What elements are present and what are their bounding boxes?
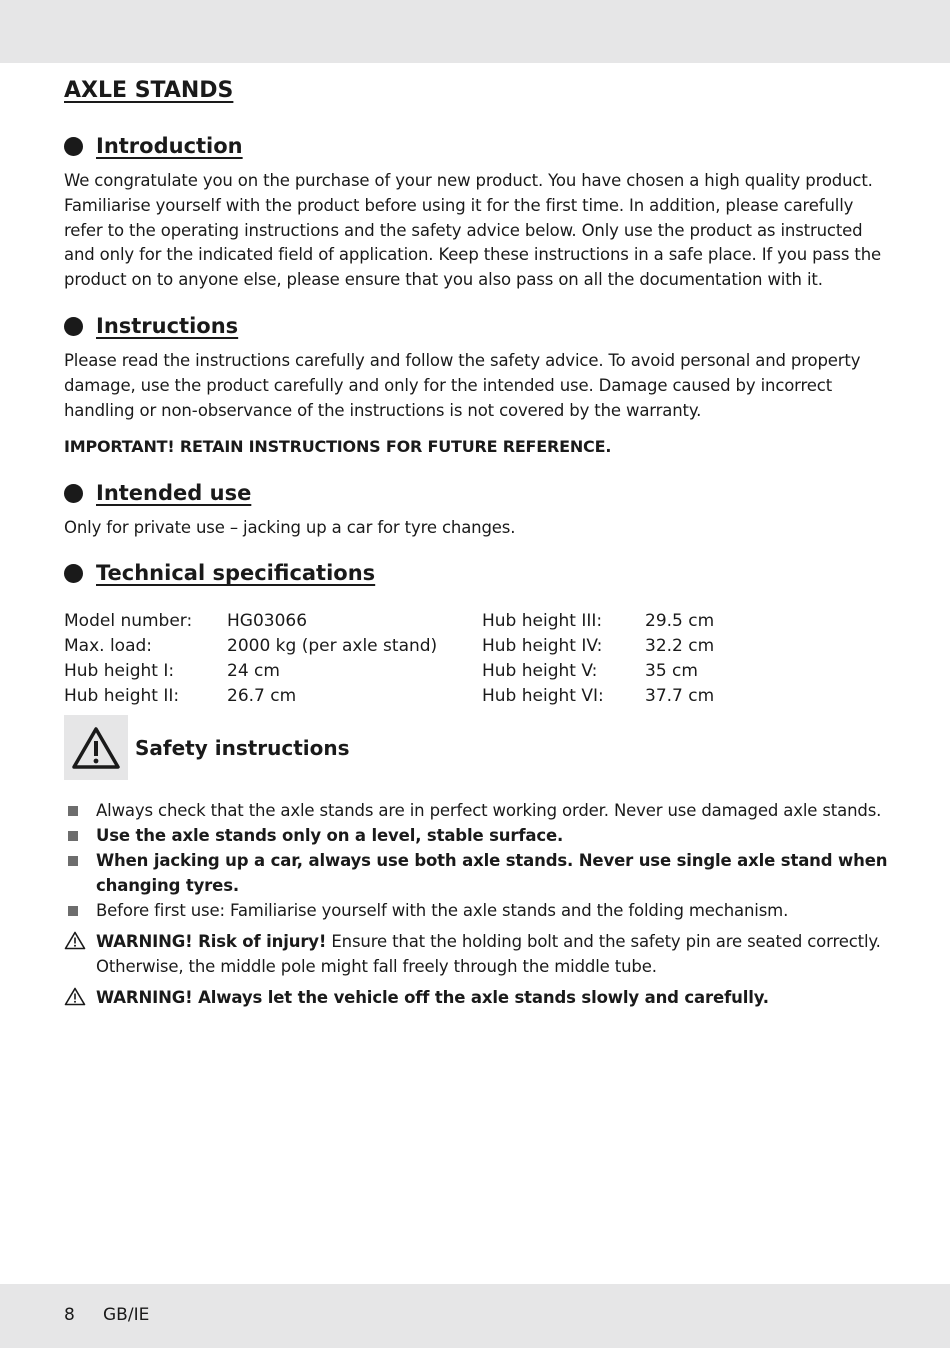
language-code: GB/IE: [103, 1305, 150, 1325]
bullet-dot-icon: [64, 137, 83, 156]
spec-value: 29.5 cm: [645, 611, 715, 631]
section-heading-label: Introduction: [96, 134, 243, 158]
section-heading-technical-specifications: [64, 561, 375, 585]
safety-icon-box: [64, 715, 128, 780]
safety-warning-text: [96, 929, 888, 979]
introduction-paragraph: We congratulate you on the purchase of your new product. You have chosen a high quality product. Familiarise yourself with the product before using it for the first time. In addition, please carefully refer to the operating instructions and the safety advice below. Only use the product as instructed and only for the indicated field of application. Keep these instructions in a safe place. If you pass the product on to anyone else, please ensure that you also pass on all the documentation with it.: [64, 171, 882, 290]
square-bullet-icon: [68, 806, 78, 816]
spec-label: Hub height VI:: [482, 686, 604, 706]
spec-value: 2000 kg (per axle stand): [227, 636, 438, 656]
spec-label: Hub height I:: [64, 661, 175, 681]
section-heading-label: Intended use: [96, 481, 252, 505]
bullet-dot-icon: [64, 484, 83, 503]
bullet-dot-icon: [64, 564, 83, 583]
header-band: [0, 0, 950, 63]
spec-value: 35 cm: [645, 661, 698, 681]
spec-label: Hub height IV:: [482, 636, 603, 656]
spec-label: Max. load:: [64, 636, 153, 656]
spec-value: 32.2 cm: [645, 636, 715, 656]
spec-value: 24 cm: [227, 661, 280, 681]
safety-item-text: Always check that the axle stands are in perfect working order. Never use damaged axle stands.: [96, 801, 882, 820]
important-notice: IMPORTANT! RETAIN INSTRUCTIONS FOR FUTURE REFERENCE.: [64, 437, 612, 456]
warning-triangle-icon: [64, 931, 86, 950]
safety-warning-text: WARNING! Always let the vehicle off the axle stands slowly and carefully.: [96, 988, 769, 1007]
spec-value: 37.7 cm: [645, 686, 715, 706]
warning-triangle-icon: [71, 726, 121, 770]
bullet-dot-icon: [64, 317, 83, 336]
warning-triangle-icon: [64, 987, 86, 1006]
spec-value: HG03066: [227, 611, 308, 631]
spec-label: Hub height V:: [482, 661, 598, 681]
spec-label: Hub height II:: [64, 686, 180, 706]
document-title: AXLE STANDS: [64, 78, 234, 103]
section-heading-intended-use: [64, 481, 251, 505]
warning-label: WARNING! Risk of injury!: [96, 932, 327, 951]
section-heading-label: Instructions: [96, 314, 239, 338]
square-bullet-icon: [68, 906, 78, 916]
section-heading-instructions: [64, 314, 238, 338]
page-number: 8: [64, 1305, 75, 1325]
intended-use-paragraph: Only for private use – jacking up a car for tyre changes.: [64, 518, 516, 537]
warning-detail: Ensure that the holding bolt and the safety pin are seated correctly. Otherwise, the middle pole might fall freely through the middle tube.: [96, 932, 881, 976]
spec-value: 26.7 cm: [227, 686, 297, 706]
spec-label: Hub height III:: [482, 611, 603, 631]
safety-item-text: Use the axle stands only on a level, stable surface.: [96, 826, 564, 845]
safety-item-text: Before first use: Familiarise yourself with the axle stands and the folding mechanism.: [96, 901, 789, 920]
section-heading-introduction: [64, 134, 243, 158]
instructions-paragraph: Please read the instructions carefully and follow the safety advice. To avoid personal and property damage, use the product carefully and only for the intended use. Damage caused by incorrect handling or non-observance of the instructions is not covered by the warranty.: [64, 351, 861, 420]
spec-label: Model number:: [64, 611, 193, 631]
safety-item-text: When jacking up a car, always use both axle stands. Never use single axle stand when changing tyres.: [96, 851, 888, 895]
square-bullet-icon: [68, 831, 78, 841]
square-bullet-icon: [68, 856, 78, 866]
safety-instructions-heading: Safety instructions: [135, 736, 350, 760]
section-heading-label: Technical specifications: [96, 561, 376, 585]
